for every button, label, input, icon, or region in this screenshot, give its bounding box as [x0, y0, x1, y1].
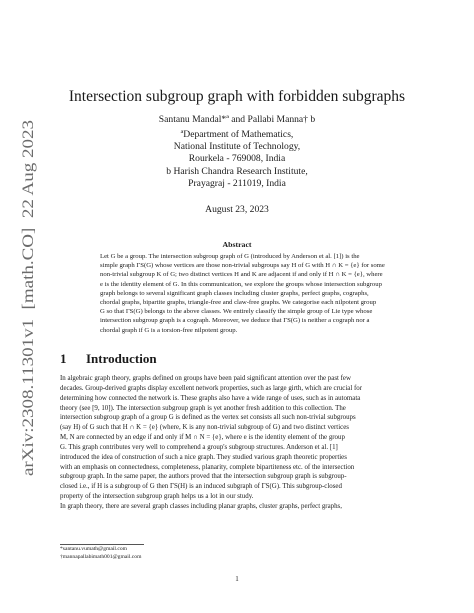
affiliation-line: b Harish Chandra Research Institute, [166, 165, 308, 177]
paper-title: Intersection subgroup graph with forbidden subgraphs [68, 88, 406, 105]
section-heading [60, 351, 157, 367]
introduction-body [60, 374, 414, 512]
abstract-line: non-trivial subgroup K of G; two distinct vertices H and K are adjacent if and only if H ∩ K = {e}, where [100, 271, 383, 279]
abstract-line: intersection subgroup graph is a cograph. Moreover, we deduce that ΓS(G) is neither a cograph nor a [100, 317, 370, 325]
author-list: Santanu Mandal*ª and Pallabi Manna† b [158, 114, 316, 125]
abstract-line: simple graph ΓS(G) whose vertices are those non-trivial subgroups say H of G with H ∩ K = {e} for some [100, 262, 385, 270]
abstract-heading: Abstract [222, 240, 252, 249]
footnote-email: †mannapallabimath001@gmail.com [60, 553, 142, 560]
body-line: G. This graph contributes very well to comprehend a group's subgroup structures. Anderson et al. [1] [60, 443, 338, 451]
footnote-email: *santanu.vumath@gmail.com [60, 546, 127, 552]
affiliation-line: National Institute of Technology, [173, 141, 301, 153]
section-number: 1 [60, 351, 67, 366]
body-line: In graph theory, there are several graph classes including planar graphs, cluster graphs, perfect graphs, [60, 502, 342, 510]
body-line: (say H) of G such that H ∩ K = {e} (where, K is any non-trivial subgroup of G) and two distinct vertices [60, 424, 349, 432]
footnotes [60, 546, 141, 561]
body-line: intersection subgroup graph of a group G is defined as the vertex set consists all such non-trivial subgroups [60, 414, 356, 422]
affiliation-line: Prayagraj - 211019, India [188, 177, 286, 189]
abstract-line: G so that ΓS(G) belongs to the above classes. We entirely classify the simple group of Lie type whose [100, 308, 373, 316]
body-line: subgroup graph. In the same paper, the authors proved that the intersection subgroup graph is subgroup- [60, 473, 347, 481]
section-title: Introduction [86, 351, 157, 366]
abstract-body [100, 252, 400, 335]
body-line: In algebraic graph theory, graphs defined on groups have been paid significant attention over the past few [60, 375, 351, 382]
body-line: determining how connected the network is. These graphs also have a wide range of uses, such as in automata [60, 394, 361, 402]
abstract-line: chordal graphs, bipartite graphs, triangle-free and claw-free graphs. We categorise each nilpotent group [100, 299, 377, 307]
body-line: introduced the idea of construction of such a nice graph. They studied various graph theoretic properties [60, 453, 347, 461]
footnote-rule [60, 544, 144, 545]
affiliations [0, 129, 474, 190]
body-line: property of the intersection subgroup graph helps us a lot in our study. [60, 493, 254, 501]
paper-date: August 23, 2023 [205, 204, 269, 215]
abstract-line: graph belongs to several significant graph classes including cluster graphs, perfect graphs, cographs, [100, 289, 369, 297]
affiliation-line: ªDepartment of Mathematics, [180, 129, 294, 140]
abstract-line: e is the identity element of G. In this communication, we explore the groups whose intersection subgroup [100, 280, 382, 288]
abstract-line: Let G be a group. The intersection subgroup graph of G (introduced by Anderson et al. [1]) is the [100, 253, 360, 260]
body-line: with an emphasis on connectedness, completeness, planarity, complete bipartiteness etc. of the intersection [60, 463, 355, 471]
arxiv-stamp-text: arXiv:2308.11301v1 [math.CO] 22 Aug 2023 [20, 183, 37, 476]
body-line: closed i.e., if H is a subgroup of G then ΓS(H) is an induced subgraph of ΓS(G). This subgroup-closed [60, 483, 342, 491]
abstract-line: chordal graph if G is a torsion-free nilpotent group. [100, 326, 238, 334]
body-line: theory (see [9, 10]). The intersection subgroup graph is yet another fresh addition to this collection. The [60, 404, 346, 412]
page-number: 1 [235, 575, 239, 583]
body-line: M, N are connected by an edge if and only if M ∩ N = {e}, where e is the identity element of the group [60, 434, 345, 442]
affiliation-line: Rourkela - 769008, India [188, 153, 286, 165]
body-line: decades. Group-derived graphs display excellent network properties, such as large girth, which are crucial for [60, 384, 362, 392]
